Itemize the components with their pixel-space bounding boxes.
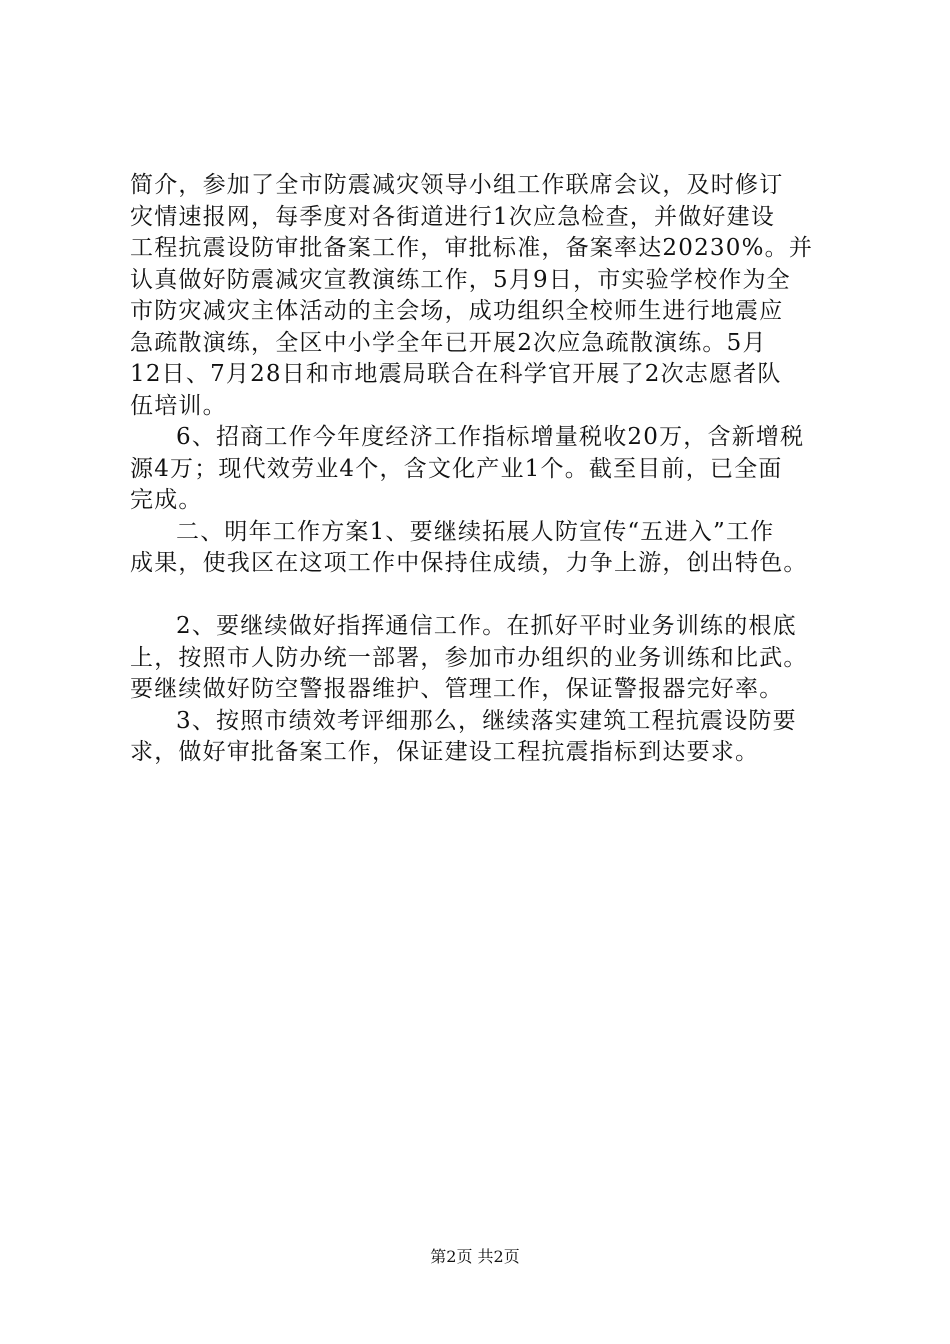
text-line: 完成。 xyxy=(130,487,203,513)
text-line: 要继续做好防空警报器维护、管理工作，保证警报器完好率。 xyxy=(130,676,784,702)
text-line: 简介，参加了全市防震减灾领导小组工作联席会议，及时修订 xyxy=(130,172,784,198)
text-line: 急疏散演练，全区中小学全年已开展2次应急疏散演练。5月 xyxy=(130,329,767,356)
text-line: 认真做好防震减灾宣教演练工作，5月9日，市实验学校作为全 xyxy=(130,266,791,293)
text-line: 工程抗震设防审批备案工作，审批标准，备案率达20230%。并 xyxy=(130,235,814,261)
text-line: 二、明年工作方案1、要继续拓展人防宣传“五进入”工作 xyxy=(176,518,775,545)
text-line: 市防灾减灾主体活动的主会场，成功组织全校师生进行地震应 xyxy=(130,298,784,324)
document-body xyxy=(130,170,842,769)
text-line: 12日、7月28日和市地震局联合在科学官开展了2次志愿者队 xyxy=(130,361,782,387)
paragraph-gap xyxy=(130,580,842,612)
text-line: 成果，使我区在这项工作中保持住成绩，力争上游，创出特色。 xyxy=(130,550,808,576)
text-line: 灾情速报网，每季度对各街道进行1次应急检查，并做好建设 xyxy=(130,203,776,230)
text-line: 上，按照市人防办统一部署，参加市办组织的业务训练和比武。 xyxy=(130,644,808,671)
text-line: 源4万；现代效劳业4个，含文化产业1个。截至目前，已全面 xyxy=(130,455,783,482)
text-line: 2、要继续做好指挥通信工作。在抓好平时业务训练的根底 xyxy=(176,613,797,639)
text-line: 伍培训。 xyxy=(130,392,227,419)
text-line: 6、招商工作今年度经济工作指标增量税收20万，含新增税 xyxy=(176,424,805,450)
page-number-footer: 第2页 共2页 xyxy=(430,1247,520,1266)
text-line: 3、按照市绩效考评细那么，继续落实建筑工程抗震设防要 xyxy=(176,707,797,734)
text-line: 求，做好审批备案工作，保证建设工程抗震指标到达要求。 xyxy=(130,739,760,765)
